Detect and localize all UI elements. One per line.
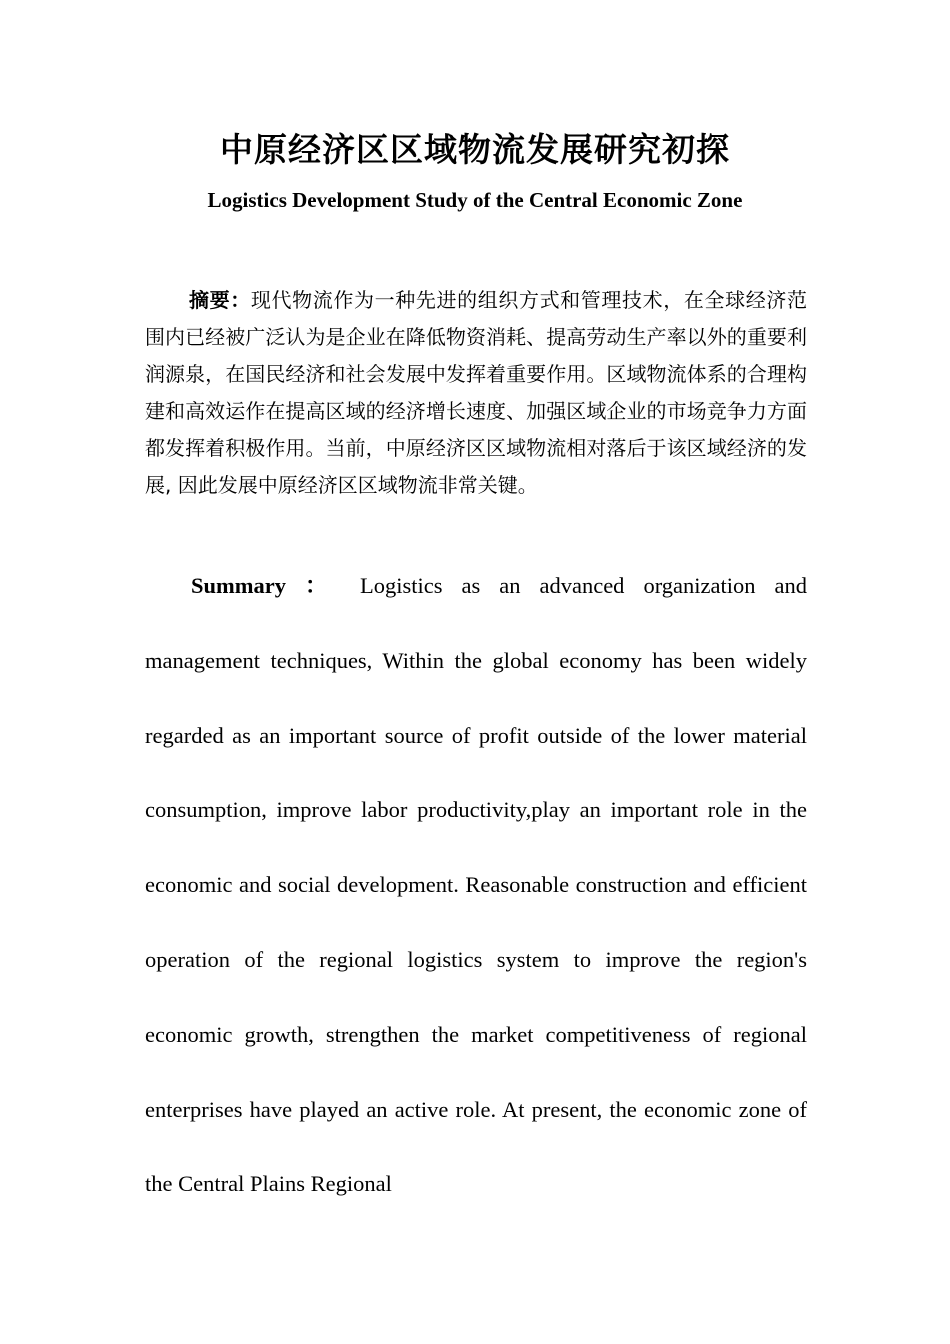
chinese-abstract-text: 现代物流作为一种先进的组织方式和管理技术，在全球经济范围内已经被广泛认为是企业在降低物资消耗、提高劳动生产率以外的重要利润源泉，在国民经济和社会发展中发挥着重要作用。区域物流体系的合理构建和高效运作在提高区域的经济增长速度、加强区域企业的市场竞争力方面都发挥着积极作用。当前，中原经济区区域物流相对落后于该区域经济的发展, 因此发展中原经济区区域物流非常关键。 [145,288,808,497]
english-abstract-text: Logistics as an advanced organization and management techniques, Within the global economy has been widely regarded as an important source of profit outside of the lower material consumption, improve labor productivity,play an important role in the economic and social development. Reasonable construction and efficient operation of the regional logistics system to improve the region's economic growth, strengthen the market competitiveness of regional enterprises have played an active role. At present, the economic zone of the Central Plains Regional [145,573,808,1197]
chinese-abstract [145,282,807,504]
chinese-abstract-label: 摘要： [189,288,251,312]
english-title: Logistics Development Study of the Central Economic Zone [207,188,743,212]
chinese-title: 中原经济区区域物流发展研究初探 [220,130,730,169]
english-abstract [145,549,807,1222]
english-abstract-label: Summary ： [191,573,341,598]
